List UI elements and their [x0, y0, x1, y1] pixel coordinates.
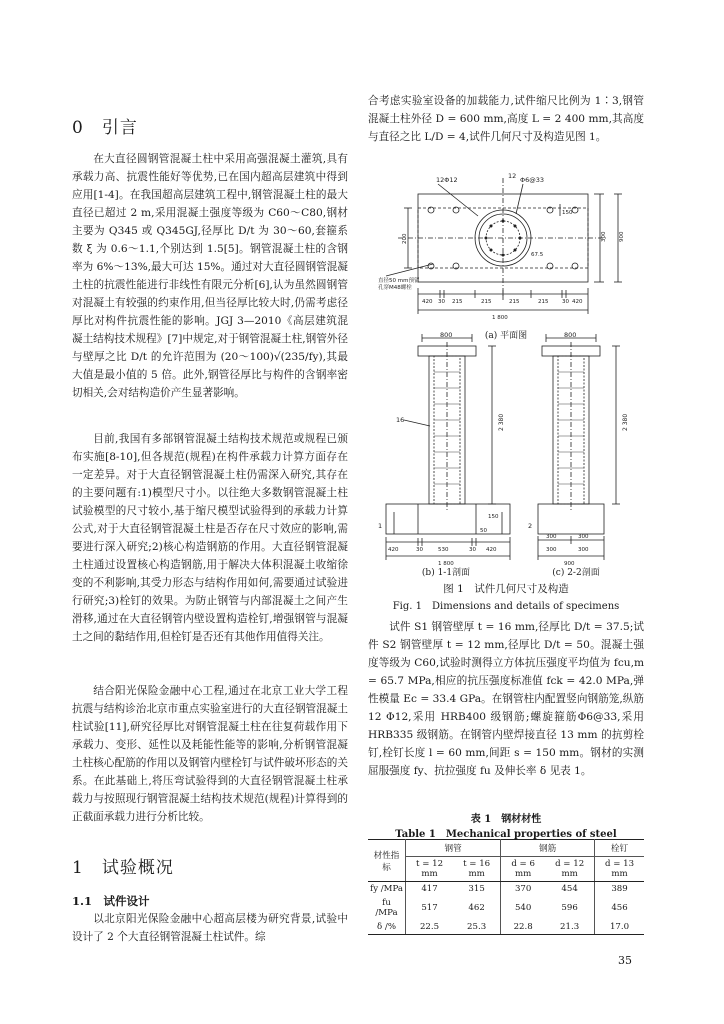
sec-b-bot-0: 420 — [388, 547, 399, 553]
table-cell: 454 — [545, 882, 594, 897]
label-rebar: 12Φ12 — [436, 176, 458, 184]
table-cell: 315 — [453, 882, 501, 897]
hole-note-2: 孔穿M48螺栓 — [378, 285, 412, 291]
sec-b-bot-1: 30 — [416, 547, 423, 553]
label-150: 150 — [562, 210, 573, 216]
table-row-label: fu /MPa — [368, 896, 406, 920]
subsection-1-1-heading: 1.1 试件设计 — [72, 894, 150, 908]
table-cell: 17.0 — [595, 920, 644, 935]
table-cell: 25.3 — [453, 920, 501, 935]
dim-bottom-0: 420 — [422, 299, 433, 305]
label-900: 900 — [619, 231, 625, 242]
subcaption-c: (c) 2-2剖面 — [552, 568, 600, 578]
table-subheader: t = 16 mm — [453, 857, 501, 882]
right-main-paragraph: 试件 S1 钢管壁厚 t = 16 mm,径厚比 D/t = 37.5;试件 S2 钢管壁厚 t = 12 mm,径厚比 D/t = 50。混凝土强度等级为 C60,试验时测得立方体抗压强度平均值为 fcu,m = 65.7 MPa,相应的抗压强度标准值 fck = 42.0 MPa,弹性模量 Ec = 33.4 GPa。在钢管柱内配置竖向钢筋笼,纵筋 12 Φ12,采用 HRB400 级钢筋;螺旋箍筋Φ6@33,采用 HRB335 级钢筋。在钢管内壁焊接直径 13 mm 的抗剪栓钉,栓钉长度 l = 60 mm,间距 s = 150 mm。钢材的实测屈服强度 fy、抗拉强度 fu 及伸长率 δ 见表 1。 — [368, 621, 644, 777]
page-number: 35 — [618, 954, 632, 967]
table-row-label: δ /% — [368, 920, 406, 935]
sec-c-bot-1: 300 — [578, 547, 589, 553]
table-cell: 21.3 — [545, 920, 594, 935]
sec-c-height: 2 380 — [622, 413, 629, 431]
table-row — [368, 920, 644, 935]
sec-b-height: 2 380 — [498, 413, 505, 431]
sec-b-bot-2: 530 — [438, 547, 449, 553]
table-row — [368, 882, 644, 897]
sec-b-base-1: 150 — [488, 514, 499, 520]
sec-b-bot-4: 420 — [486, 547, 497, 553]
right-top-paragraph: 合考虑实验室设备的加载能力,试件缩尺比例为 1∶3,钢管混凝土柱外径 D = 600 mm,高度 L = 2 400 mm,其高度与直径之比 L/D = 4,试件几何尺寸及构造见图 1。 — [368, 95, 644, 143]
table-group-rebar: 钢筋 — [501, 840, 595, 857]
table-cell: 462 — [453, 896, 501, 920]
figure-caption-en: Fig. 1 Dimensions and details of specimens — [392, 601, 620, 612]
table-cell: 540 — [514, 903, 532, 913]
sec-c-base-0: 300 — [546, 534, 557, 540]
dim-bottom-6: 30 — [562, 299, 569, 305]
sec-b-bot-3: 30 — [469, 547, 476, 553]
subcaption-a: (a) 平面图 — [484, 331, 528, 341]
label-67: 67.5 — [531, 252, 544, 258]
figure-caption-cn: 图 1 试件几何尺寸及构造 — [443, 583, 569, 595]
sec-b-top-width: 800 — [440, 332, 453, 339]
label-200: 200 — [402, 233, 408, 244]
sec-c-base-1: 300 — [578, 534, 589, 540]
label-300: 300 — [601, 231, 607, 242]
table-subheader: d = 12 mm — [545, 857, 594, 882]
sec-b-total: 1 800 — [438, 561, 454, 567]
dim-bottom-7: 420 — [572, 299, 583, 305]
section-0-heading: 0 引言 — [72, 118, 138, 138]
table-row — [368, 896, 644, 920]
dim-bottom-4: 215 — [509, 299, 520, 305]
steel-properties-table — [368, 839, 644, 935]
sec-b-base-0: 50 — [480, 528, 487, 534]
dim-bottom-2: 215 — [452, 299, 463, 305]
sec-c-label-2: 2 — [528, 522, 533, 530]
table-subheader: d = 6 mm — [501, 857, 546, 882]
sec-c-total: 900 — [564, 561, 575, 567]
dim-bottom-3: 215 — [481, 299, 492, 305]
intro-paragraph-3: 结合阳光保险金融中心工程,通过在北京工业大学工程抗震与结构诊治北京市重点实验室进行的大直径钢管混凝土柱试验[11],研究径厚比对钢管混凝土柱在往复荷载作用下承载力、变形、延性以及耗能性能等的影响,分析钢管混凝土柱核心配筋的作用以及钢管内壁栓钉与试件破坏形态的关系。在此基础上,将压弯试验得到的大直径钢管混凝土柱承载力与按照现行钢管混凝土结构技术规范(规程)计算得到的正截面承载力进行分析比较。 — [72, 685, 348, 823]
table-subheader: t = 12 mm — [406, 857, 454, 882]
table-cell: 22.5 — [406, 920, 454, 935]
hole-note-1: 直径50 mm预留 — [378, 278, 420, 284]
section-1-heading: 1 试验概况 — [72, 858, 174, 878]
table-cell: 456 — [611, 903, 628, 913]
table-row-header: 材性指标 — [368, 840, 406, 882]
table-cell: 370 — [514, 884, 532, 894]
figure-section-1-1 — [374, 332, 514, 567]
dim-total: 1 800 — [492, 315, 508, 320]
sec-c-top-width: 800 — [564, 332, 577, 339]
table-group-stud: 栓钉 — [595, 840, 644, 857]
base-block-c — [538, 504, 604, 534]
figure-section-2-2 — [524, 332, 640, 567]
table-cell: 596 — [545, 896, 594, 920]
subcaption-b: (b) 1-1剖面 — [421, 568, 471, 578]
table-cell: 417 — [421, 884, 438, 894]
table-title-en: Table 1 Mechanical properties of steel — [395, 829, 617, 840]
intro-paragraph-1: 在大直径圆钢管混凝土柱中采用高强混凝土灌筑,具有承载力高、抗震性能好等优势,已在国内超高层建筑中得到应用[1-4]。在我国超高层建筑工程中,钢管混凝土柱的最大直径已超过 2 m,采用混凝土强度等级为 C60～C80,钢材主要为 Q345 或 Q345GJ,径厚比 D/t 为 30～60,套箍系数 ξ 为 0.6～1.1,个别达到 1.5[5]。钢管混凝土柱的含钢率为 6%～13%,最大可达 15%。通过对大直径圆钢管混凝土柱的抗震性能进行非线性有限元分析[6],认为虽然圆钢管对混凝土有较强的约束作用,但当径厚比较大时,仍需考虑径厚比对构件抗震性能的影响。JGJ 3—2010《高层建筑混凝土结构技术规程》[7]中规定,对于钢管混凝土柱,钢管外径与壁厚之比 D/t 的允许范围为 (20～100)√(235/fy),其最大值是最小值的 5 倍。此外,钢管径厚比与构件的含钢率密切相关,会对结构造价产生显著影响。 — [72, 153, 348, 399]
table-group-tube: 钢管 — [406, 840, 501, 857]
label-stirrup: Φ6@33 — [520, 176, 545, 184]
dim-bottom-5: 215 — [538, 299, 549, 305]
table-row-label: fy /MPa — [368, 882, 406, 897]
label-twelve: 12 — [508, 172, 517, 180]
intro-paragraph-2: 目前,我国有多部钢管混凝土结构技术规范或规程已颁布实施[8-10],但各规范(规程)在构件承载力计算方面存在一定差异。对于大直径钢管混凝土柱仍需深入研究,其存在的主要问题有:1)模型尺寸小。以往绝大多数钢管混凝土柱试验模型的尺寸较小,基于缩尺模型试验得到的承载力计算公式,对于大直径钢管混凝土柱是否存在尺寸效应的影响,需要进行深入研究;2)核心构造钢筋的作用。大直径钢管混凝土柱通过设置核心构造钢筋,用于解决大体积混凝土收缩徐变的不利影响,其受力形态与结构作用如何,需要通过试验进行研究;3)栓钉的效果。为防止钢管与内部混凝土之间产生滑移,通过在大直径钢管内壁设置构造栓钉,增强钢管与混凝土之间的黏结作用,但栓钉是否还有其他作用值得关注。 — [72, 433, 348, 643]
section-1-paragraph: 以北京阳光保险金融中心超高层楼为研究背景,试验中设计了 2 个大直径钢管混凝土柱试件。综 — [72, 913, 348, 943]
dim-bottom-1: 30 — [438, 299, 445, 305]
table-cell: 517 — [421, 903, 438, 913]
table-subheader: d = 13 mm — [595, 857, 644, 882]
sec-c-bot-0: 300 — [546, 547, 557, 553]
figure-plan-view — [378, 170, 638, 320]
table-title-cn: 表 1 钢材材性 — [470, 814, 542, 825]
table-cell: 22.8 — [501, 920, 546, 935]
sec-b-label-16: 16 — [396, 416, 405, 424]
table-cell: 389 — [611, 884, 628, 894]
sec-b-label-1: 1 — [378, 522, 383, 530]
